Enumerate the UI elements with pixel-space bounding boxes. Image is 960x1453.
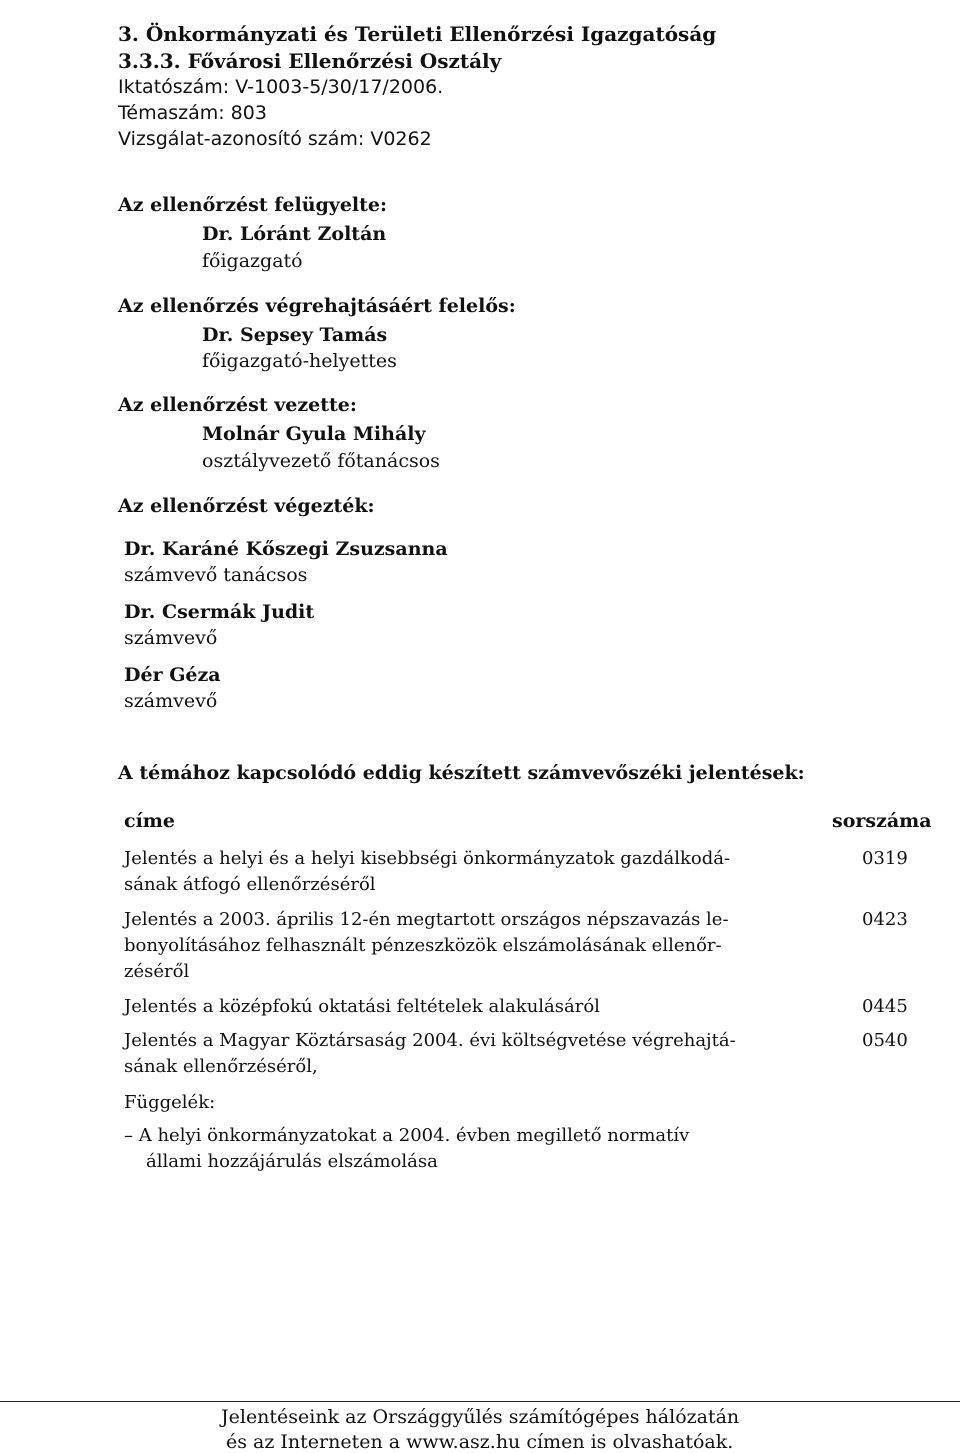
auditor-title: számvevő tanácsos: [124, 564, 308, 586]
appendix-label: Függelék:: [124, 1092, 216, 1113]
report-title-line: sának ellenőrzéséről,: [124, 1056, 318, 1077]
supervisor-title: főigazgató: [202, 250, 303, 272]
report-title-line: bonyolításához felhasznált pénzeszközök elszámolásának ellenőr-: [124, 935, 722, 956]
topic-number: Témaszám: 803: [118, 102, 267, 124]
footer-divider: [0, 1401, 960, 1402]
responsible-label: Az ellenőrzés végrehajtásáért felelős:: [118, 295, 516, 317]
footer-line: és az Interneten a www.asz.hu címen is olvashatóak.: [226, 1431, 734, 1453]
supervisor-name: Dr. Lóránt Zoltán: [202, 223, 387, 245]
report-number: 0423: [862, 909, 908, 930]
appendix-item-line: – A helyi önkormányzatokat a 2004. évben megillető normatív: [124, 1125, 690, 1146]
report-number: 0540: [862, 1030, 908, 1051]
report-number: 0319: [862, 848, 908, 869]
appendix-item-line: állami hozzájárulás elszámolása: [146, 1151, 438, 1172]
report-title-line: sának átfogó ellenőrzéséről: [124, 874, 376, 895]
auditor-name: Dr. Csermák Judit: [124, 601, 315, 623]
column-title-header: címe: [124, 810, 175, 832]
report-title-line: zéséről: [124, 961, 190, 982]
report-title-line: Jelentés a 2003. április 12-én megtartott országos népszavazás le-: [124, 909, 729, 930]
auditor-title: számvevő: [124, 690, 218, 712]
directorate-title: 3. Önkormányzati és Területi Ellenőrzési Igazgatóság: [118, 22, 717, 46]
column-number-header: sorszáma: [832, 810, 932, 832]
report-title-line: Jelentés a Magyar Köztársaság 2004. évi költségvetése végrehajtá-: [124, 1030, 736, 1051]
responsible-name: Dr. Sepsey Tamás: [202, 324, 388, 346]
auditor-name: Dér Géza: [124, 664, 221, 686]
leader-title: osztályvezető főtanácsos: [202, 450, 440, 472]
report-number: 0445: [862, 996, 908, 1017]
department-title: 3.3.3. Fővárosi Ellenőrzési Osztály: [118, 49, 502, 73]
performed-by-label: Az ellenőrzést végezték:: [118, 495, 375, 517]
report-title-line: Jelentés a helyi és a helyi kisebbségi önkormányzatok gazdálkodá-: [124, 848, 731, 869]
audit-id: Vizsgálat-azonosító szám: V0262: [118, 128, 432, 150]
auditor-name: Dr. Karáné Kőszegi Zsuzsanna: [124, 538, 448, 560]
auditor-title: számvevő: [124, 627, 218, 649]
related-reports-heading: A témához kapcsolódó eddig készített számvevőszéki jelentések:: [118, 762, 805, 784]
registration-number: Iktatószám: V-1003-5/30/17/2006.: [118, 76, 444, 98]
supervised-by-label: Az ellenőrzést felügyelte:: [118, 194, 388, 216]
led-by-label: Az ellenőrzést vezette:: [118, 394, 357, 416]
footer-line: Jelentéseink az Országgyűlés számítógépes hálózatán: [221, 1406, 740, 1428]
responsible-title: főigazgató-helyettes: [202, 350, 397, 372]
report-title-line: Jelentés a középfokú oktatási feltételek alakulásáról: [124, 996, 600, 1017]
leader-name: Molnár Gyula Mihály: [202, 423, 426, 445]
